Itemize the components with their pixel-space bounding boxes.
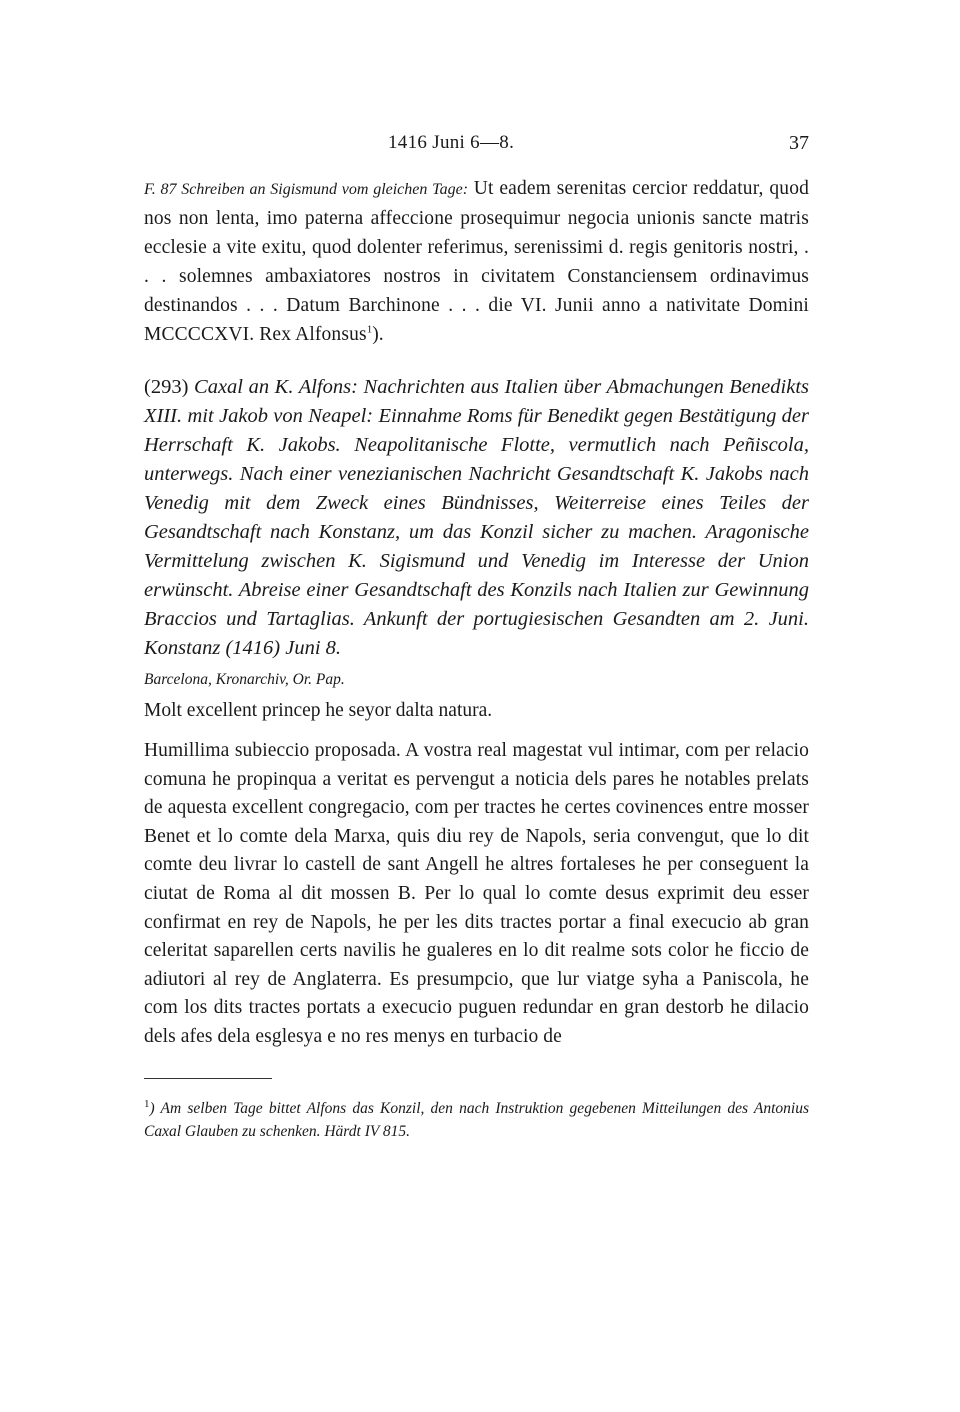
archival-source: Barcelona, Kronarchiv, Or. Pap. (144, 671, 345, 688)
regest-summary: Caxal an K. Alfons: Nachrichten aus Italien über Abmachungen Benedikts XIII. mit Jakob von Neapel: Einnahme Roms für Benedikt gegen Bestätigung der Herrschaft K. Jakobs. Neapolitanische Flotte, vermutlich nach Peñiscola, unterwegs. Nach einer venezianischen Nachricht Gesandtschaft K. Jakobs nach Venedig mit dem Zweck eines Bündnisses, Weiterreise eines Teiles der Gesandtschaft nach Konstanz, um das Konzil sicher zu machen. Aragonische Vermittelung zwischen K. Sigismund und Venedig im Interesse der Union erwünscht. Abreise einer Gesandtschaft des Konzils nach Italien zur Gewinnung Braccios und Tartaglias. Ankunft der portugiesischen Gesandten am 2. Juni. Konstanz (1416) Juni 8. (144, 376, 809, 659)
running-head (144, 118, 809, 158)
regest-number: (293) (144, 376, 189, 398)
footnote (144, 1097, 809, 1143)
footnote-text: ) Am selben Tage bittet Alfons das Konzil, den nach Instruktion gegebenen Mitteilungen des Antonius Caxal Glauben zu schenken. Härdt IV 815. (144, 1099, 809, 1140)
footnote-divider (144, 1078, 272, 1079)
book-page (144, 118, 809, 1143)
letter-salutation: Molt excellent princep he seyor dalta natura. (144, 700, 493, 721)
running-head-title: 1416 Juni 6—8. (388, 132, 515, 153)
document-text-end: ). (372, 324, 384, 345)
regest-heading (144, 373, 809, 663)
document-lead-label: F. 87 Schreiben an Sigismund vom gleichen Tage: (144, 181, 469, 198)
footnote-marker: 1 (144, 1097, 150, 1110)
page-number: 37 (789, 132, 809, 154)
footnote-reference: 1 (366, 323, 373, 336)
previous-document-excerpt (144, 174, 809, 349)
document-latin-text: Ut eadem serenitas cercior reddatur, quod nos non lenta, imo paterna affeccione prosequimur negocia unionis sancte matris ecclesie a vite exitu, quod dolenter referimus, serenissimi d. regis genitoris nostri, . . . solemnes ambaxiatores nostros in civitatem Constanciensem ordinavimus destinandos . . . Datum Barchinone . . . die VI. Junii anno a nativitate Domini MCCCCXVI. Rex Alfonsus (144, 178, 809, 345)
letter-body: Humillima subieccio proposada. A vostra real magestat vul intimar, com per relacio comuna he propinqua a veritat es pervengut a noticia dels pares he notables prelats de aquesta excellent congregacio, com per tractes he certes covinences entre mosser Benet et lo comte dela Marxa, quis diu rey de Napols, seria convengut, que lo dit comte deu livrar lo castell de sant Angell he altres fortaleses he per conseguent la ciutat de Roma al dit mossen B. Per lo qual lo comte desus exprimit deu esser confirmat en rey de Napols, he per les dits tractes portar a final execucio ab gran celeritat saparellen certs navilis he gualeres en lo dit realme sots color he ficcio de adiutori al rey de Anglaterra. Es presumpcio, que lur viatge syha a Paniscola, he com los dits tractes portats a execucio puguen redundar en gran destorb he dilacio dels afes dela esglesya e no res menys en turbacio de (144, 740, 809, 1047)
